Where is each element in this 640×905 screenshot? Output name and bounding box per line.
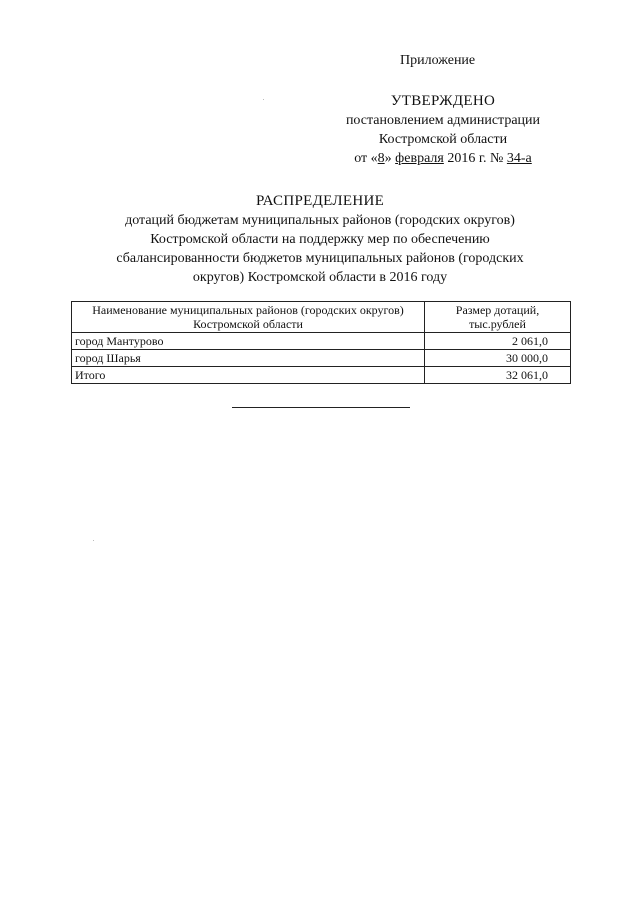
table-row [72, 350, 571, 367]
doc-number: 34-а [506, 151, 532, 166]
subtitle-line: сбалансированности бюджетов муниципальных районов (городских [116, 251, 524, 266]
date-day: 8 [377, 151, 385, 166]
column-header-amount [425, 302, 571, 333]
subtitle-line: округов) Костромской области в 2016 году [192, 270, 448, 285]
scan-speck [93, 540, 94, 541]
approved-by-line: постановлением администрации [345, 113, 541, 128]
row-name: город Мантурово [72, 333, 425, 350]
date-number-line [330, 149, 556, 168]
header-line: тыс.рублей [469, 317, 526, 331]
row-amount: 2 061,0 [425, 333, 571, 350]
closing-rule [232, 407, 410, 408]
date-prefix: от « [354, 151, 378, 166]
scan-speck [263, 99, 264, 100]
region-line: Костромской области [378, 132, 508, 147]
table-row [72, 333, 571, 350]
table-total-row [72, 367, 571, 384]
subtitle-line: дотаций бюджетам муниципальных районов (городских округов) [125, 213, 515, 228]
date-month: февраля [395, 151, 444, 166]
date-mid: » [384, 151, 396, 166]
column-header-name [72, 302, 425, 333]
approval-block [330, 92, 556, 168]
document-title: РАСПРЕДЕЛЕНИЕ [255, 193, 385, 209]
distribution-table [71, 301, 571, 384]
table-header-row [72, 302, 571, 333]
total-label: Итого [72, 367, 425, 384]
appendix-label: Приложение [400, 53, 476, 68]
total-amount: 32 061,0 [425, 367, 571, 384]
header-line: Размер дотаций, [455, 303, 540, 317]
subtitle-line: Костромской области на поддержку мер по обеспечению [150, 232, 490, 247]
row-name: город Шарья [72, 350, 425, 367]
approved-heading: УТВЕРЖДЕНО [390, 93, 496, 109]
row-amount: 30 000,0 [425, 350, 571, 367]
document-subtitle [80, 211, 560, 287]
header-line: Наименование муниципальных районов (городских округов) [92, 303, 404, 317]
header-line: Костромской области [193, 317, 303, 331]
date-year: 2016 г. № [443, 151, 507, 166]
